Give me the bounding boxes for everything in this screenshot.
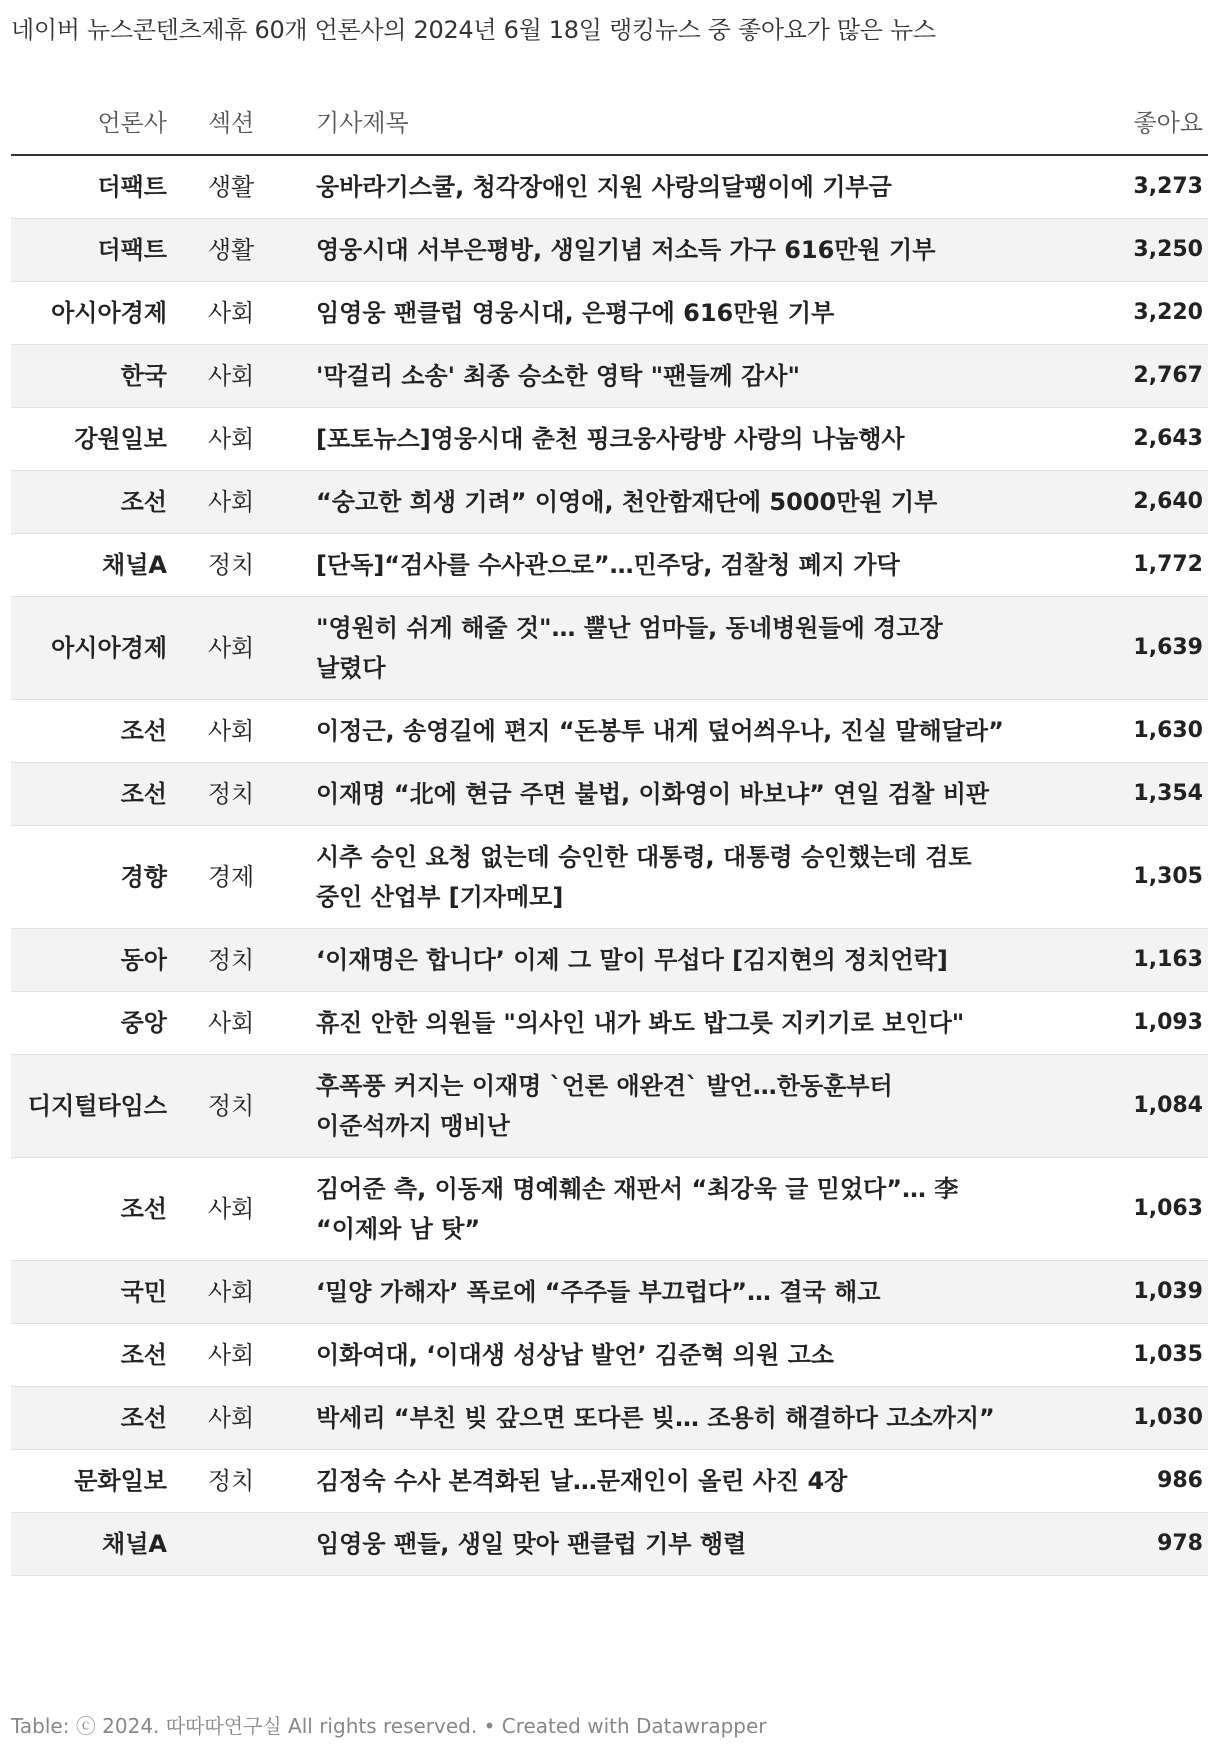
likes-cell: 2,640 xyxy=(1064,471,1208,534)
section-cell: 사회 xyxy=(171,282,291,345)
article-title-cell: [단독]“검사를 수사관으로”…민주당, 검찰청 폐지 가닥 xyxy=(291,534,1064,597)
table-row xyxy=(11,282,1208,345)
likes-cell: 3,220 xyxy=(1064,282,1208,345)
likes-cell: 1,035 xyxy=(1064,1324,1208,1387)
likes-cell: 1,305 xyxy=(1064,826,1208,929)
section-cell: 사회 xyxy=(171,1387,291,1450)
article-title-cell: [포토뉴스]영웅시대 춘천 핑크웅사랑방 사랑의 나눔행사 xyxy=(291,408,1064,471)
column-header-article-title[interactable]: 기사제목 xyxy=(291,86,1064,155)
publisher-cell: 경향 xyxy=(11,826,171,929)
news-table xyxy=(11,86,1208,1576)
column-header-likes[interactable]: 좋아요 xyxy=(1064,86,1208,155)
table-row xyxy=(11,700,1208,763)
publisher-cell: 조선 xyxy=(11,1158,171,1261)
table-row xyxy=(11,1513,1208,1576)
publisher-cell: 동아 xyxy=(11,929,171,992)
table-row xyxy=(11,992,1208,1055)
article-title-cell: 휴진 안한 의원들 "의사인 내가 봐도 밥그릇 지키기로 보인다" xyxy=(291,992,1064,1055)
section-cell: 정치 xyxy=(171,763,291,826)
section-cell: 사회 xyxy=(171,1324,291,1387)
section-cell: 사회 xyxy=(171,1261,291,1324)
article-title-cell: 김어준 측, 이동재 명예훼손 재판서 “최강욱 글 믿었다”… 李 “이제와 남 탓” xyxy=(291,1158,1064,1261)
header-row xyxy=(11,86,1208,155)
likes-cell: 2,643 xyxy=(1064,408,1208,471)
publisher-cell: 더팩트 xyxy=(11,219,171,282)
section-cell: 사회 xyxy=(171,1158,291,1261)
section-cell: 사회 xyxy=(171,597,291,700)
likes-cell: 1,639 xyxy=(1064,597,1208,700)
publisher-cell: 아시아경제 xyxy=(11,282,171,345)
section-cell: 생활 xyxy=(171,219,291,282)
article-title-cell: "영원히 쉬게 해줄 것"… 뿔난 엄마들, 동네병원들에 경고장 날렸다 xyxy=(291,597,1064,700)
section-cell: 경제 xyxy=(171,826,291,929)
article-title-cell: ‘이재명은 합니다’ 이제 그 말이 무섭다 [김지현의 정치언락] xyxy=(291,929,1064,992)
likes-cell: 3,273 xyxy=(1064,155,1208,219)
table-row xyxy=(11,1055,1208,1158)
likes-cell: 978 xyxy=(1064,1513,1208,1576)
likes-cell: 1,354 xyxy=(1064,763,1208,826)
publisher-cell: 중앙 xyxy=(11,992,171,1055)
article-title-cell: '막걸리 소송' 최종 승소한 영탁 "팬들께 감사" xyxy=(291,345,1064,408)
publisher-cell: 채널A xyxy=(11,534,171,597)
publisher-cell: 아시아경제 xyxy=(11,597,171,700)
likes-cell: 1,163 xyxy=(1064,929,1208,992)
publisher-cell: 조선 xyxy=(11,471,171,534)
likes-cell: 1,084 xyxy=(1064,1055,1208,1158)
article-title-cell: 후폭풍 커지는 이재명 `언론 애완견` 발언…한동훈부터 이준석까지 맹비난 xyxy=(291,1055,1064,1158)
likes-cell: 1,063 xyxy=(1064,1158,1208,1261)
article-title-cell: 임영웅 팬클럽 영웅시대, 은평구에 616만원 기부 xyxy=(291,282,1064,345)
table-row xyxy=(11,155,1208,219)
publisher-cell: 문화일보 xyxy=(11,1450,171,1513)
table-row xyxy=(11,345,1208,408)
section-cell: 사회 xyxy=(171,992,291,1055)
likes-cell: 1,093 xyxy=(1064,992,1208,1055)
column-header-section[interactable]: 섹션 xyxy=(171,86,291,155)
table-row xyxy=(11,1158,1208,1261)
section-cell: 사회 xyxy=(171,700,291,763)
article-title-cell: 이재명 “北에 현금 주면 불법, 이화영이 바보냐” 연일 검찰 비판 xyxy=(291,763,1064,826)
article-title-cell: 웅바라기스쿨, 청각장애인 지원 사랑의달팽이에 기부금 xyxy=(291,155,1064,219)
article-title-cell: 영웅시대 서부은평방, 생일기념 저소득 가구 616만원 기부 xyxy=(291,219,1064,282)
table-row xyxy=(11,597,1208,700)
section-cell: 정치 xyxy=(171,534,291,597)
publisher-cell: 조선 xyxy=(11,1387,171,1450)
section-cell: 사회 xyxy=(171,408,291,471)
publisher-cell: 국민 xyxy=(11,1261,171,1324)
table-header xyxy=(11,86,1208,155)
publisher-cell: 더팩트 xyxy=(11,155,171,219)
chart-footer: Table: ⓒ 2024. 따따따연구실 All rights reserved. • Created with Datawrapper xyxy=(11,1714,767,1738)
likes-cell: 1,039 xyxy=(1064,1261,1208,1324)
article-title-cell: ‘밀양 가해자’ 폭로에 “주주들 부끄럽다”… 결국 해고 xyxy=(291,1261,1064,1324)
article-title-cell: “숭고한 희생 기려” 이영애, 천안함재단에 5000만원 기부 xyxy=(291,471,1064,534)
article-title-cell: 박세리 “부친 빚 갚으면 또다른 빚… 조용히 해결하다 고소까지” xyxy=(291,1387,1064,1450)
section-cell: 정치 xyxy=(171,929,291,992)
table-row xyxy=(11,219,1208,282)
section-cell xyxy=(171,1513,291,1576)
likes-cell: 1,630 xyxy=(1064,700,1208,763)
publisher-cell: 한국 xyxy=(11,345,171,408)
table-row xyxy=(11,1450,1208,1513)
publisher-cell: 채널A xyxy=(11,1513,171,1576)
table-row xyxy=(11,471,1208,534)
column-header-publisher[interactable]: 언론사 xyxy=(11,86,171,155)
publisher-cell: 디지털타임스 xyxy=(11,1055,171,1158)
section-cell: 정치 xyxy=(171,1450,291,1513)
likes-cell: 986 xyxy=(1064,1450,1208,1513)
table-row xyxy=(11,534,1208,597)
article-title-cell: 김정숙 수사 본격화된 날…문재인이 올린 사진 4장 xyxy=(291,1450,1064,1513)
likes-cell: 1,772 xyxy=(1064,534,1208,597)
section-cell: 사회 xyxy=(171,345,291,408)
publisher-cell: 조선 xyxy=(11,700,171,763)
likes-cell: 3,250 xyxy=(1064,219,1208,282)
table-body xyxy=(11,155,1208,1576)
table-row xyxy=(11,826,1208,929)
table-row xyxy=(11,408,1208,471)
publisher-cell: 조선 xyxy=(11,1324,171,1387)
section-cell: 사회 xyxy=(171,471,291,534)
table-row xyxy=(11,1387,1208,1450)
section-cell: 생활 xyxy=(171,155,291,219)
article-title-cell: 임영웅 팬들, 생일 맞아 팬클럽 기부 행렬 xyxy=(291,1513,1064,1576)
table-row xyxy=(11,763,1208,826)
table-row xyxy=(11,1324,1208,1387)
publisher-cell: 강원일보 xyxy=(11,408,171,471)
publisher-cell: 조선 xyxy=(11,763,171,826)
table-row xyxy=(11,929,1208,992)
article-title-cell: 시추 승인 요청 없는데 승인한 대통령, 대통령 승인했는데 검토 중인 산업부 [기자메모] xyxy=(291,826,1064,929)
chart-title: 네이버 뉴스콘텐츠제휴 60개 언론사의 2024년 6월 18일 랭킹뉴스 중 좋아요가 많은 뉴스 xyxy=(11,16,936,44)
article-title-cell: 이정근, 송영길에 편지 “돈봉투 내게 덮어씌우나, 진실 말해달라” xyxy=(291,700,1064,763)
table-row xyxy=(11,1261,1208,1324)
likes-cell: 1,030 xyxy=(1064,1387,1208,1450)
likes-cell: 2,767 xyxy=(1064,345,1208,408)
article-title-cell: 이화여대, ‘이대생 성상납 발언’ 김준혁 의원 고소 xyxy=(291,1324,1064,1387)
section-cell: 정치 xyxy=(171,1055,291,1158)
